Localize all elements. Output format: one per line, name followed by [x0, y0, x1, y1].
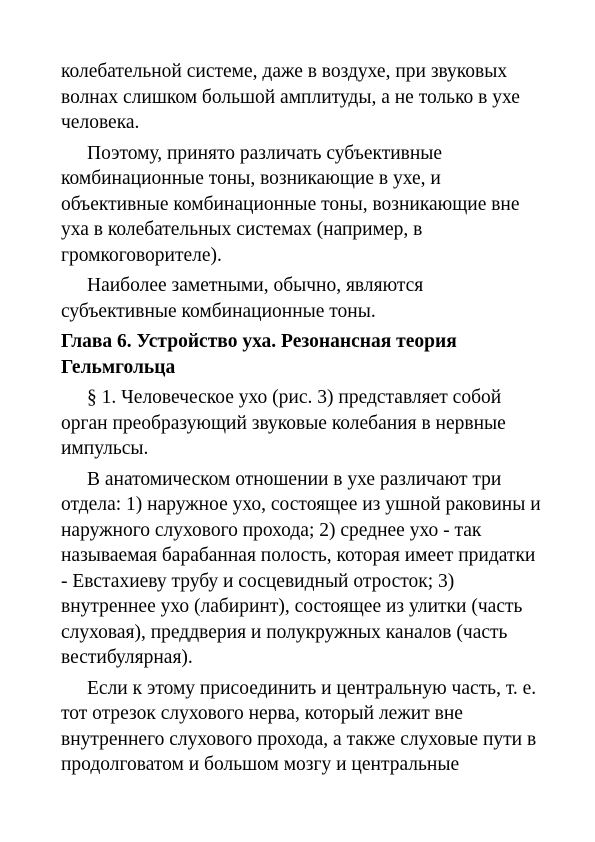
- document-body: [61, 59, 541, 778]
- chapter-heading: Глава 6. Устройство уха. Резонансная теория Гельмгольца: [61, 331, 457, 378]
- paragraph-continuation: колебательной системе, даже в воздухе, при звуковых волнах слишком большой амплитуды, а не только в ухе человека.: [61, 61, 520, 133]
- paragraph-combination-tones: Поэтому, принято различать субъективные комбинационные тоны, возникающие в ухе, и объективные комбинационные тоны, возникающие вне уха в колебательных системах (например, в громкоговорителе).: [61, 142, 520, 266]
- paragraph-central-part: Если к этому присоединить и центральную часть, т. е. тот отрезок слухового нерва, который лежит вне внутреннего слухового прохода, а также слуховые пути в продолговатом и большом мозгу и центральные: [61, 677, 537, 775]
- paragraph-human-ear: § 1. Человеческое ухо (рис. 3) представляет собой орган преобразующий звуковые колебания в нервные импульсы.: [61, 387, 506, 459]
- paragraph-subjective-tones: Наиболее заметными, обычно, являются субъективные комбинационные тоны.: [61, 275, 424, 322]
- paragraph-anatomy: В анатомическом отношении в ухе различают три отдела: 1) наружное ухо, состоящее из ушной раковины и наружного слухового прохода; 2) среднее ухо - так называемая барабанная полость, которая имеет придатки - Евстахиеву трубу и сосцевидный отросток; 3) внутреннее ухо (лабиринт), состоящее из улитки (часть слуховая), преддверия и полукружных каналов (часть вестибулярная).: [61, 468, 541, 668]
